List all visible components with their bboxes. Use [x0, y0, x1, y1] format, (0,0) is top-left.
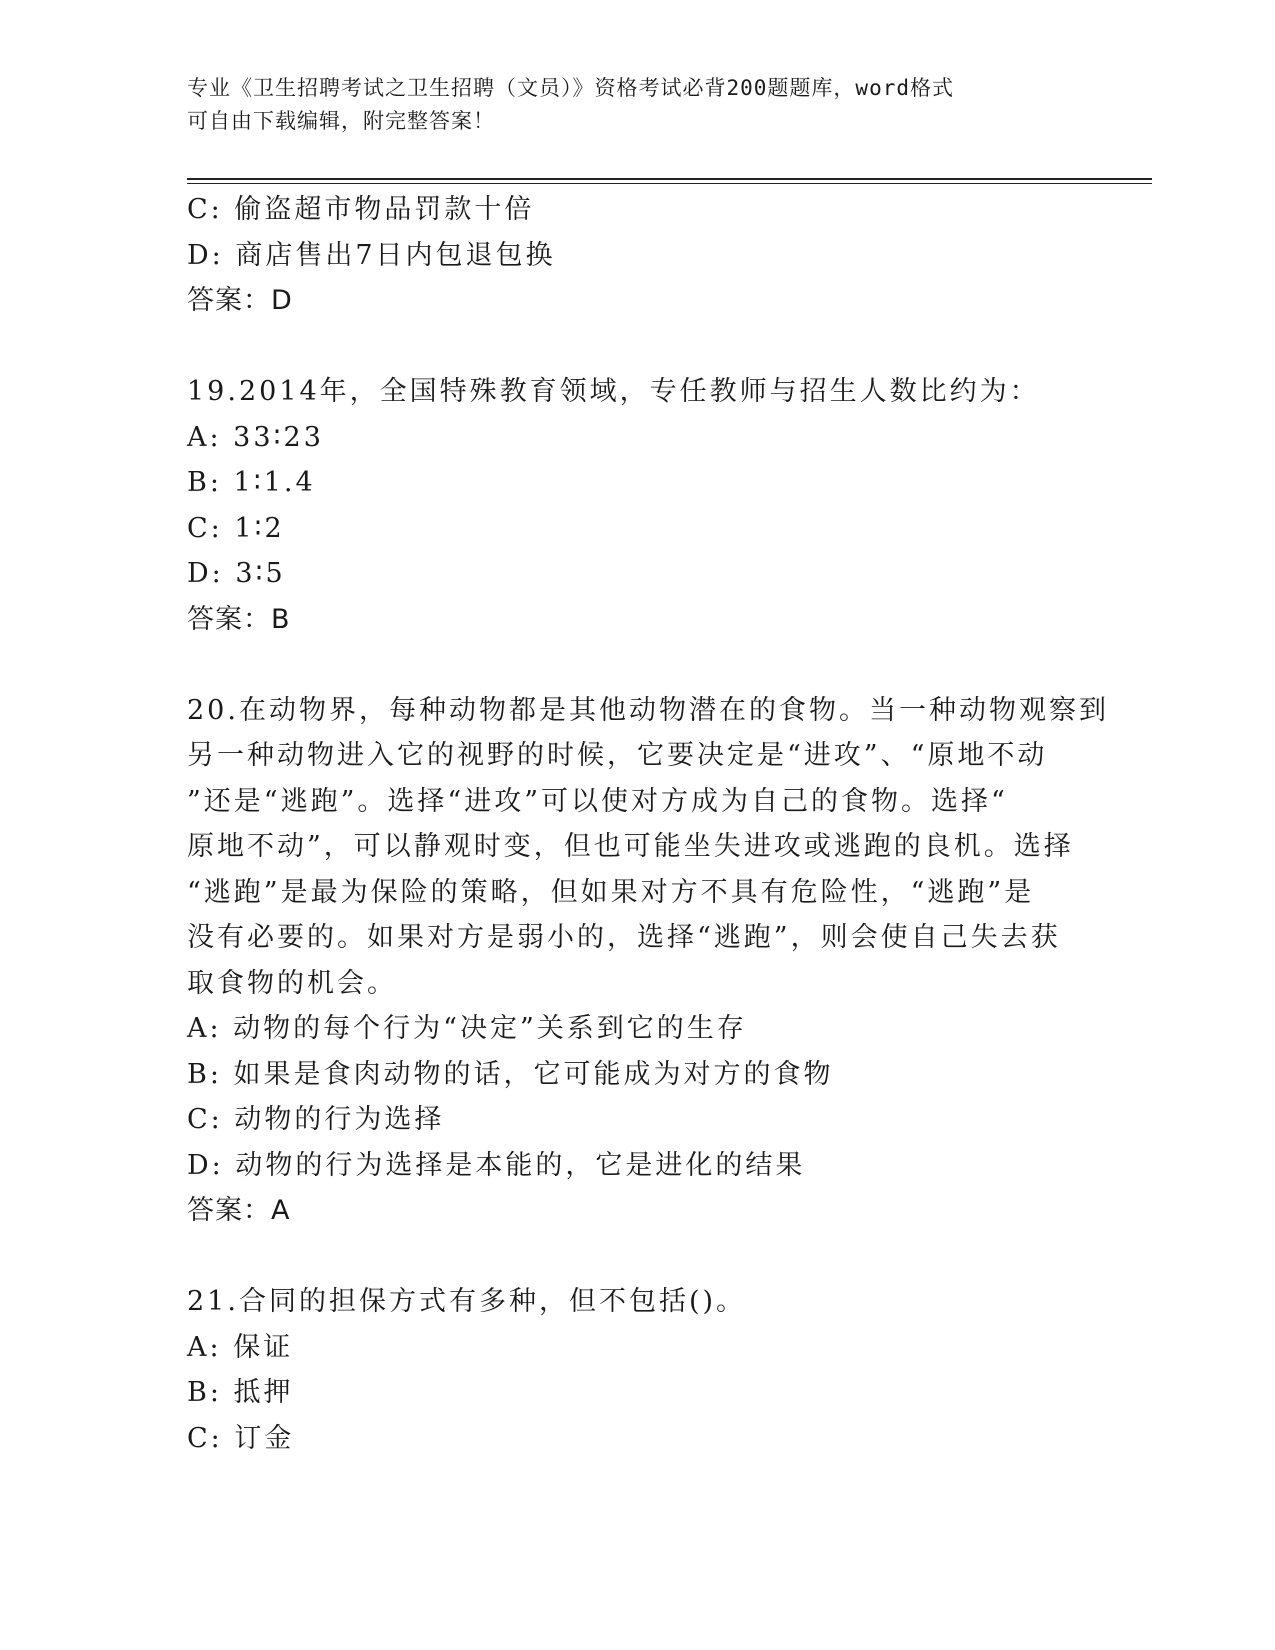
option-a: A: 保证: [187, 1331, 294, 1363]
option-a: A: 动物的每个行为“决定”关系到它的生存: [187, 1013, 747, 1044]
question-21: [187, 1279, 1087, 1461]
question-text-line: 20.在动物界，每种动物都是其他动物潜在的食物。当一种动物观察到: [187, 694, 1109, 726]
question-text-line: “逃跑”是最为保险的策略，但如果对方不具有危险性，“逃跑”是: [187, 876, 1035, 908]
option-c: C: 订金: [187, 1422, 295, 1454]
header-divider-thick: [187, 178, 1152, 180]
option-b: B: 如果是食肉动物的话，它可能成为对方的食物: [187, 1058, 834, 1090]
question-text-line: 取食物的机会。: [187, 967, 397, 999]
document-header: [187, 72, 1087, 138]
question-text-line: 另一种动物进入它的视野的时候，它要决定是“进攻”、“原地不动: [187, 740, 1048, 771]
question-19: [187, 369, 1087, 642]
option-c: C: 1∶2: [187, 512, 285, 544]
option-b: B: 抵押: [187, 1377, 294, 1408]
option-c: C: 动物的行为选择: [187, 1104, 445, 1135]
spacer: [187, 324, 1087, 370]
header-title-line-2: 可自由下载编辑，附完整答案！: [187, 109, 495, 133]
header-title-line-1: 专业《卫生招聘考试之卫生招聘（文员）》资格考试必背200题题库，word格式: [187, 76, 954, 100]
spacer: [187, 1234, 1087, 1280]
answer-line: 答案：B: [187, 603, 291, 635]
question-text: 19.2014年，全国特殊教育领域，专任教师与招生人数比约为：: [187, 376, 1040, 407]
question-text-line: 没有必要的。如果对方是弱小的，选择“逃跑”，则会使自己失去获: [187, 922, 1061, 953]
answer-line: 答案：A: [187, 1195, 291, 1226]
question-text-line: ”还是“逃跑”。选择“进攻”可以使对方成为自己的食物。选择“: [187, 785, 1008, 817]
spacer: [187, 642, 1087, 688]
option-d: D: 商店售出7日内包退包换: [187, 239, 556, 271]
header-divider-thin: [187, 183, 1152, 184]
option-b: B: 1∶1.4: [187, 467, 316, 498]
question-content: [187, 187, 1109, 1461]
answer-line: 答案：D: [187, 285, 293, 316]
option-c: C: 偷盗超市物品罚款十倍: [187, 194, 535, 225]
question-text: [187, 688, 1109, 1007]
option-d: D: 动物的行为选择是本能的，它是进化的结果: [187, 1149, 806, 1181]
question-text-line: 原地不动”，可以静观时变，但也可能坐失进攻或逃跑的良机。选择: [187, 831, 1074, 862]
option-a: A: 33∶23: [187, 421, 324, 453]
question-18: [187, 187, 1087, 324]
option-d: D: 3∶5: [187, 558, 286, 589]
question-20: [187, 688, 1109, 1234]
question-text: 21.合同的担保方式有多种，但不包括()。: [187, 1286, 747, 1317]
